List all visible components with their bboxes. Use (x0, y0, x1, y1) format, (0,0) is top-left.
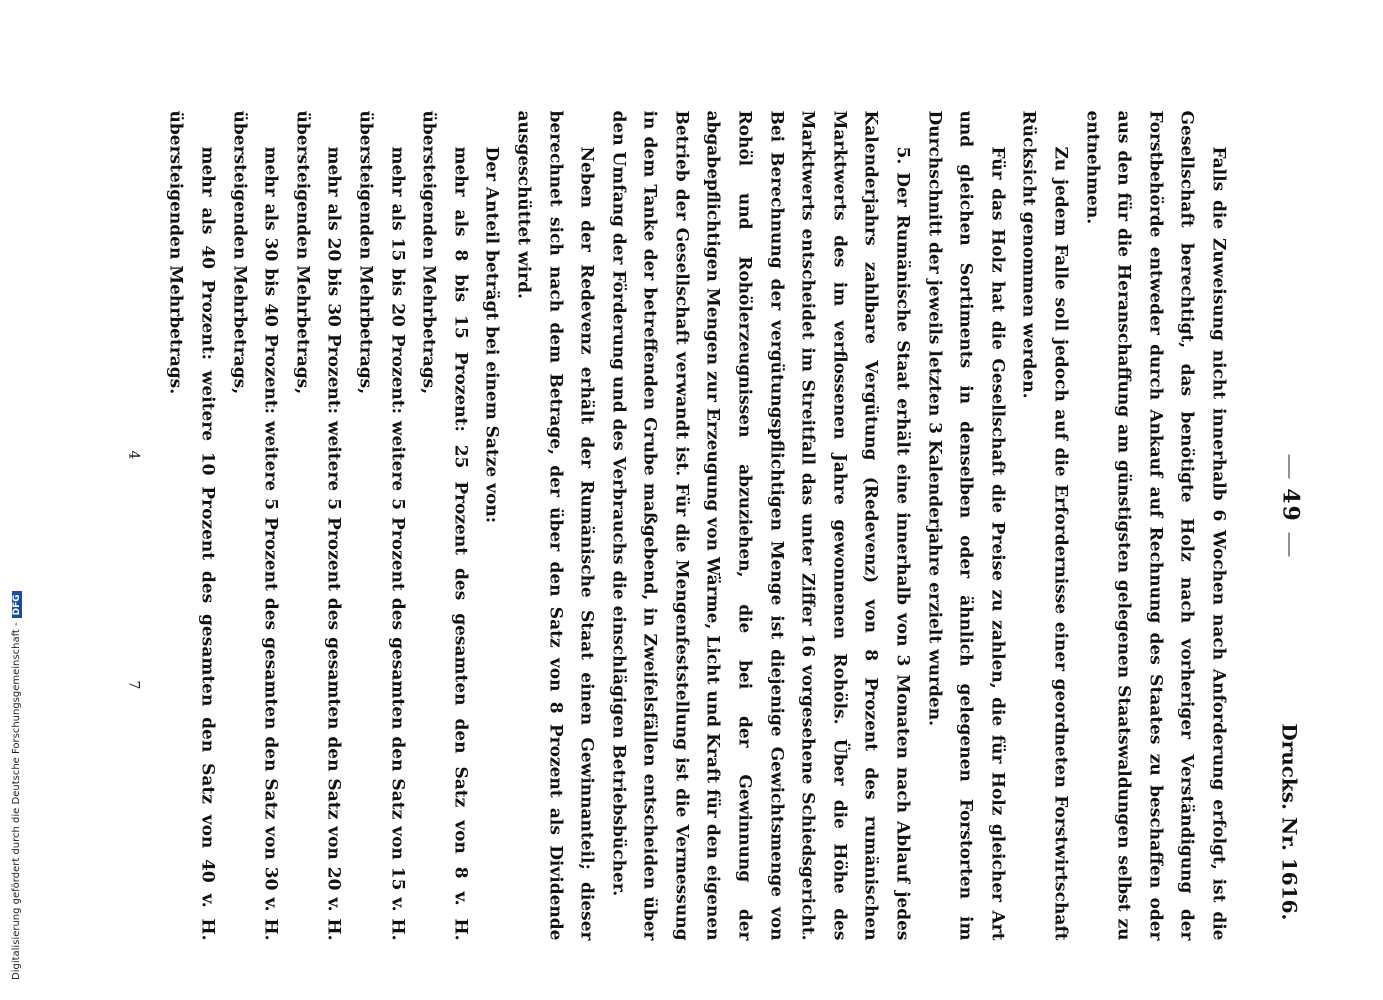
paragraph: Neben der Redevenz erhält der Rumänische Staat einen Gewinnanteil; dieser berechnet sich nach dem Betrage, der über den Satz von 8 Prozent als Dividende ausgeschüttet wird. (512, 110, 597, 940)
tier-line: mehr als 40 Prozent: weitere 10 Prozent des gesamten den Satz von 40 v. H. übersteigenden Mehrbetrags. (165, 110, 217, 940)
print-number: Drucks. Nr. 1616. (1277, 722, 1301, 920)
signature-mark-right: 7 (125, 680, 141, 689)
dash-left (1289, 454, 1290, 478)
paragraph: Zu jedem Falle soll jedoch auf die Erfordernisse einer geordneten Forstwirtschaft Rücksicht genommen werden. (1018, 110, 1071, 940)
paragraph: Für das Holz hat die Gesellschaft die Preise zu zahlen, die für Holz gleicher Art und gleichen Sortiments in denselben oder ähnlich gelegenen Forstorten im Durchschnitt der jeweils letzten 3 Kalenderjahre erzielt wurden. (923, 110, 1007, 940)
tier-line: mehr als 15 bis 20 Prozent: weitere 5 Prozent des gesamten den Satz von 15 v. H. übersteigenden Mehrbetrags, (354, 110, 407, 940)
digitization-credit (0, 594, 22, 1000)
digitization-credit-text (11, 594, 22, 980)
document-body (159, 110, 1233, 940)
dash-right (1289, 532, 1290, 556)
paragraph: Der Anteil beträgt bei einem Satze von: (481, 146, 502, 523)
page-header (1263, 90, 1303, 920)
paragraph: 5. Der Rumänische Staat erhält eine innerhalb von 3 Monaten nach Ablauf jedes Kalenderjahrs zahlbare Vergütung (Redevenz) von 8 Prozent des rumänischen Marktwerts des im verflossenen Jahre gewonnenen Rohöls. Über die Höhe des Marktwerts entscheidet im Streitfall das unter Ziffer 16 vorgesehene Schiedsgericht. Bei Berechnung der vergütungspflichtigen Menge ist diejenige Gewichtsmenge von Rohöl und Rohölerzeugnissen abzuziehen, die bei der Gewinnung der abgabepflichtigen Mengen zur Erzeugung von Wärme, Licht und Kraft für den eigenen Betrieb der Gesellschaft verwandt ist. Für die Mengenfeststellung ist die Vermessung in dem Tanke der betreffenden Grube maßgebend, in Zweifelsfällen entscheiden über den Umfang der Förderung und des Verbrauchs die einschlägigen Betriebsbücher. (607, 110, 913, 940)
dfg-logo: DFG (12, 591, 22, 618)
page-number: 49 (1277, 90, 1303, 920)
tier-line: mehr als 20 bis 30 Prozent: weitere 5 Prozent des gesamten den Satz von 20 v. H. übersteigenden Mehrbetrags, (291, 110, 344, 940)
tier-line: mehr als 30 bis 40 Prozent: weitere 5 Prozent des gesamten den Satz von 30 v. H. übersteigenden Mehrbetrags, (228, 110, 281, 940)
credit-label: Digitalisierung gefördert durch die Deutsche Forschungsgemeinschaft - (11, 622, 22, 980)
paragraph: Falls die Zuweisung nicht innerhalb 6 Wochen nach Anforderung erfolgt, ist die Gesellschaft berechtigt, das benötigte Holz nach vorheriger Verständigung der Forstbehörde entweder durch Ankauf auf Rechnung des Staates zu beschaffen oder aus den für die Heranschaffung am günstigsten gelegenen Staatswaldungen selbst zu entnehmen. (1081, 110, 1228, 940)
signature-mark-left: 4 (125, 450, 141, 459)
tier-line: mehr als 8 bis 15 Prozent: 25 Prozent des gesamten den Satz von 8 v. H. übersteigenden Mehrbetrags, (418, 110, 470, 940)
